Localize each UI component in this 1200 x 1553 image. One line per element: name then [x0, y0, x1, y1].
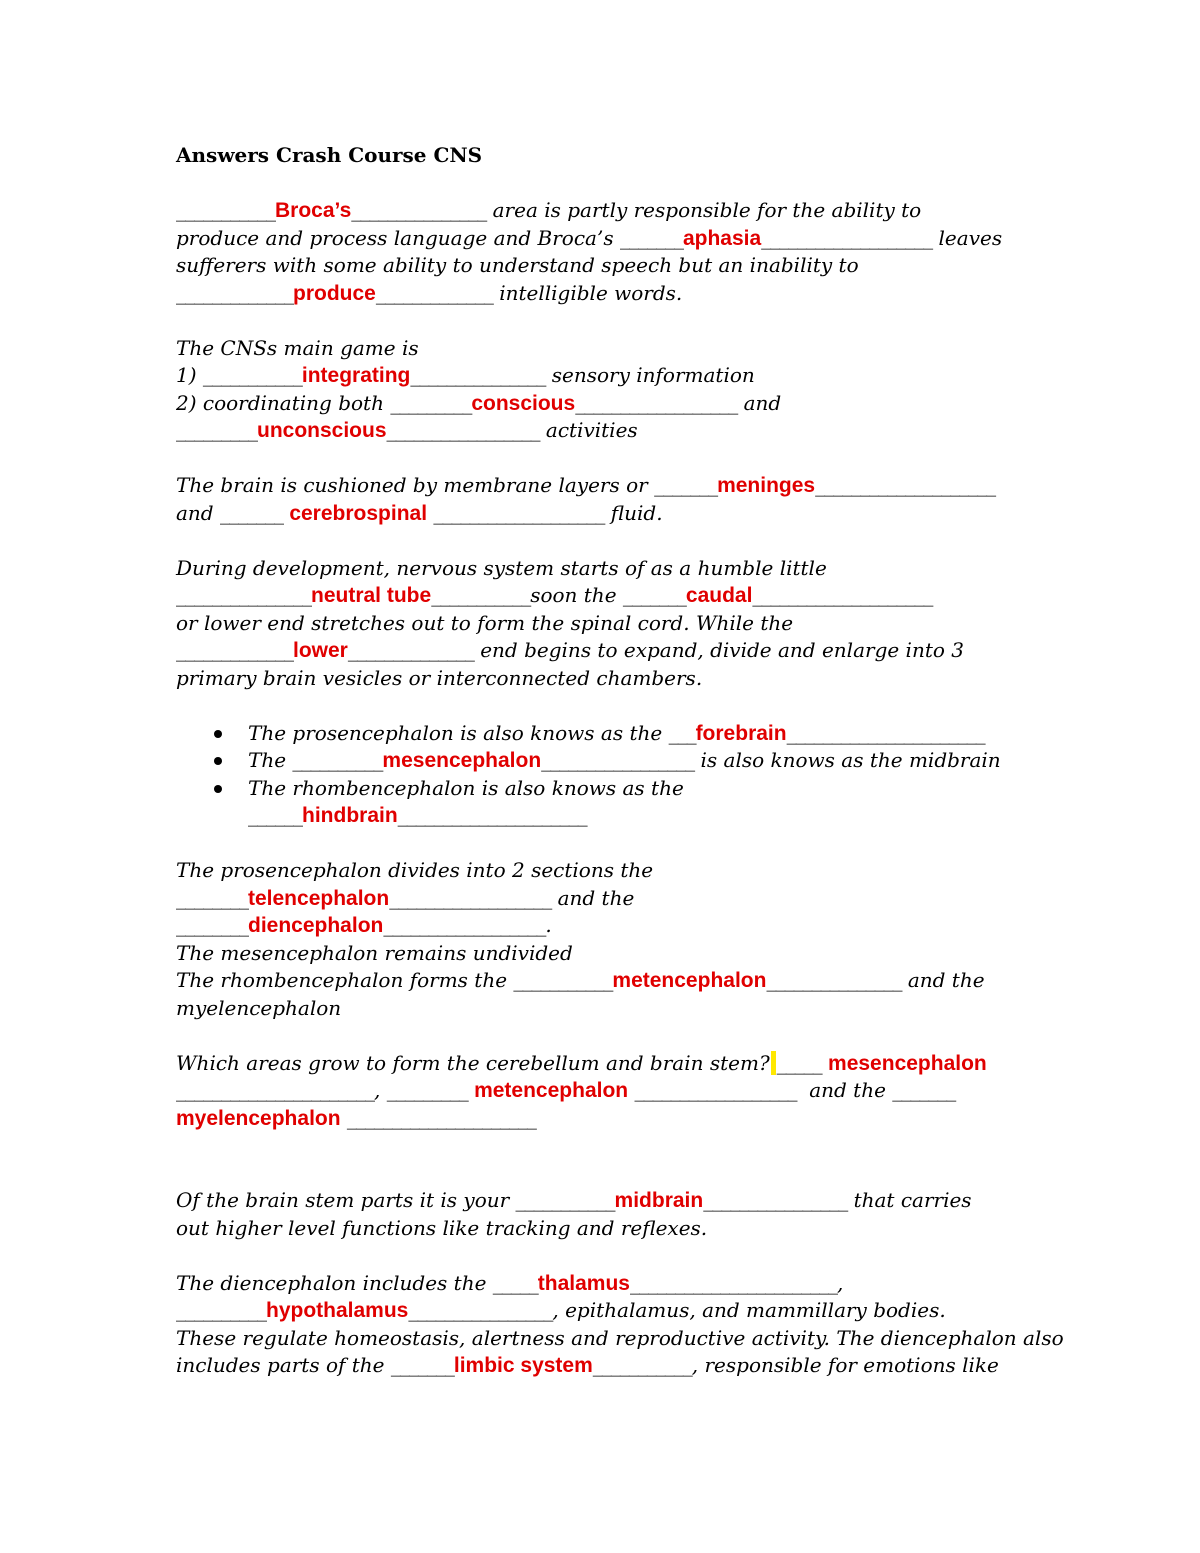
answer-integrating: integrating — [301, 364, 411, 387]
answer-metencephalon-1: metencephalon — [612, 969, 767, 992]
answer-unconscious: unconscious — [257, 419, 387, 442]
answer-diencephalon: diencephalon — [248, 914, 384, 937]
document-body — [176, 142, 1064, 1407]
answer-hypothalamus: hypothalamus — [266, 1299, 409, 1322]
answer-thalamus: thalamus — [537, 1271, 630, 1295]
document-title: Answers Crash Course CNS — [176, 143, 483, 167]
answer-brocas: Broca’s — [275, 199, 352, 222]
answer-meninges: meninges — [717, 474, 816, 497]
paragraph-development: During development, nervous system starts of as a humble little _______________neutral tube___________soon the _______caudal____________________ or lower end stretches out to form the spinal cord. While the _____________lower______________ end begins to expand, divide and enlarge into 3 primary brain vesicles or interconnected chambers. — [176, 555, 964, 690]
list-item: The __________mesencephalon_________________ is also knows as the midbrain — [176, 747, 1046, 775]
vesicle-list — [176, 720, 1046, 830]
answer-cerebrospinal: cerebrospinal — [289, 501, 428, 525]
answer-hindbrain: hindbrain — [302, 804, 398, 827]
answer-lower: lower — [293, 639, 348, 662]
text-cursor-highlight — [771, 1051, 776, 1075]
answer-caudal: caudal — [685, 584, 753, 607]
answer-myelencephalon: myelencephalon — [176, 1106, 341, 1130]
answer-metencephalon-2: metencephalon — [474, 1079, 629, 1102]
paragraph-meninges: The brain is cushioned by membrane layers or _______meninges____________________ and _______ cerebrospinal ___________________ fluid. — [176, 473, 996, 525]
answer-midbrain: midbrain — [614, 1189, 704, 1212]
answer-limbic-system: limbic system — [453, 1354, 593, 1377]
answer-mesencephalon-2: mesencephalon — [828, 1051, 987, 1075]
answer-mesencephalon-1: mesencephalon — [382, 749, 542, 772]
paragraph-broca: ___________Broca’s_______________ area is partly responsible for the ability to produce and process language and Broca’s _______aphasia___________________ leaves sufferers with some ability to understand speech but an inability to _____________produce_____________ intelligible words. — [176, 198, 1003, 305]
paragraph-diencephalon: The diencephalon includes the _____thalamus_______________________, __________hypothalamus________________, epithalamus, and mammillary bodies. These regulate homeostasis, alertness and reproductive activity. The diencephalon also includes parts of the _______limbic system___________, responsible for emotions like — [176, 1270, 1064, 1377]
paragraph-cns-main-game: The CNSs main game is 1) ___________integrating_______________ sensory information 2) coordinating both _________conscious__________________ and _________unconscious_________________ activities — [176, 335, 782, 442]
answer-neutral-tube: neutral tube — [311, 584, 432, 607]
answer-forebrain: forebrain — [695, 721, 787, 745]
list-item: The prosencephalon is also knows as the ___forebrain______________________ — [176, 720, 1046, 748]
answer-telencephalon: telencephalon — [248, 886, 390, 910]
answer-produce: produce — [293, 281, 376, 305]
answer-aphasia: aphasia — [682, 226, 762, 250]
answer-conscious: conscious — [471, 391, 576, 415]
paragraph-prosencephalon: The prosencephalon divides into 2 sections the ________telencephalon__________________ and the ________diencephalon__________________. The mesencephalon remains undivided The rhombencephalon forms the ___________metencephalon_______________ and the myelencephalon — [176, 858, 985, 1020]
paragraph-midbrain: Of the brain stem parts it is your ___________midbrain________________ that carries out higher level functions like tracking and reflexes. — [176, 1188, 972, 1240]
list-item: The rhombencephalon is also knows as the ______hindbrain_____________________ — [176, 775, 1046, 830]
paragraph-cerebellum: Which areas grow to form the cerebellum and brain stem? _____ mesencephalon ______________________, _________ metencephalon __________________ and the _______ myelencephalon _____________________ — [176, 1050, 987, 1130]
